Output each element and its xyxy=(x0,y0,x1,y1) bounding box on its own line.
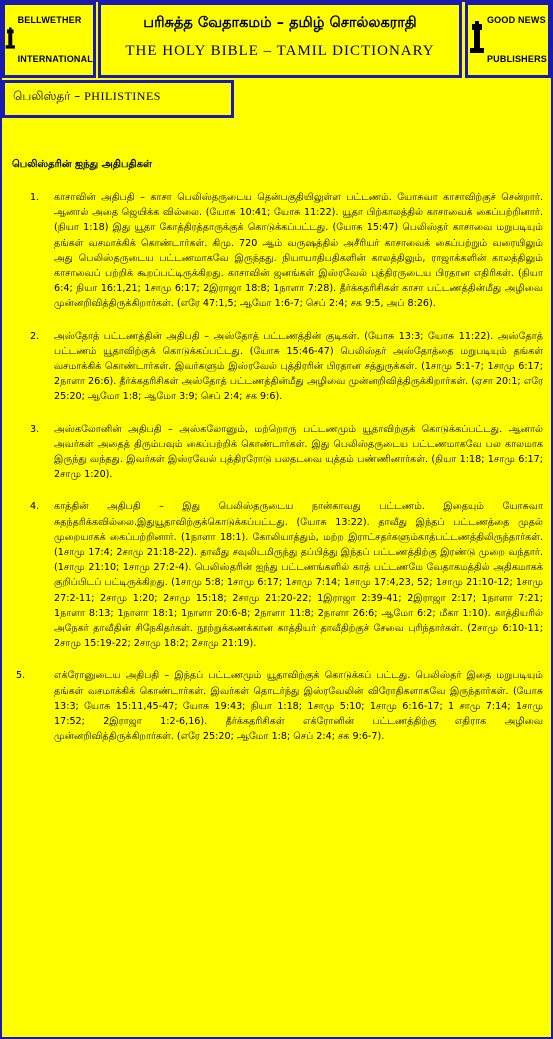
good-news-logo xyxy=(465,2,551,78)
entry-text: காத்தின் அதிபதி – இது பெலிஸ்தருடைய நான்காவது பட்டணம். இதையும் யோசுவா சுதந்தரிக்கவில்லை.இதுயூதாவிற்குக்கொடுக்கப்பட்டது. (யோசு 13:22). தாவீது இந்தப் பட்டணத்தை முதல் முறையாகக் கைப்பற்றினார். (1நாளா 18:1). கோலியாத்தும், மற்ற இராட்சதர்களும்காத்பட்டணத்திலிருந்தார்கள். (1சாமு 17:4; 2சாமு 21:18-22). தாவீது சவுலிடமிருந்து தப்பித்து இந்தப் பட்டணத்திற்கு இரண்டு முறை வந்தார். (1சாமு 21:10; 1சாமு 27:2-4). பெலிஸ்தரின் ஐந்து பட்டணங்களில் காத் பட்டணமே வேதாகமத்தில் அதிகமாகக் குறிப்பிடப் பட்டிருக்கிறது. (1சாமு 5:8; 1சாமு 6:17; 1சாமு 7:14; 1சாமு 17:4,23, 52; 1சாமு 21:10-12; 1சாமு 27:2-11; 2சாமு 1:20; 2சாமு 15:18; 2சாமு 21:20-22; 1இராஜா 2:39-41; 2இராஜா 2:17; 1நாளா 7:21; 1நாளா 8:13; 1நாளா 18:1; 1நாளா 20:6-8; 2நாளா 11:8; 2நாளா 26:6; ஆமோ 6:2; மீகா 1:10). காத்தியரில் அநேகர் தாவீதின் சிநேகிதர்கள். நூற்றுக்கணக்கான காத்தியர் தாவீதிற்குச் சேவை புரிந்தார்கள். (2சாமு 6:10-11; 2சாமு 15:19-22; 2சாமு 18:2; 2சாமு 21:19). xyxy=(54,501,543,650)
subject-tamil: பெலிஸ்தர் xyxy=(13,89,71,103)
entry-number: 4. xyxy=(30,501,40,513)
list-item xyxy=(0,422,553,483)
logo-line-1: GOOD NEWS xyxy=(486,15,546,25)
entry-text: அஸ்தோத் பட்டணத்தின் அதிபதி – அஸ்தோத் பட்டணத்தின் குடிகள். (யோசு 13:3; யோசு 11:22). அஸ்தோத் பட்டணம் யூதாவிற்குக் கொடுக்கப்பட்டது. (யோசு 15:46-47) பெலிஸ்தர் அஸ்தோத்தை மறுபடியும் தங்கள் வசமாக்கிக் கொண்டார்கள். இவர்களும் இஸ்ரவேல் புத்திரரின் பிரதான சத்துருக்கள். (1சாமு 5:1-7; 1சாமு 6:17; 2நாளா 26:6). தீர்க்கதரிசிகள் அஸ்தோத் பட்டணத்தின்மீது அழிவை முன்னறிவித்திருக்கிறார்கள். (ஏசா 20:1; எரே 25:20; ஆமோ 1:8; ஆமோ 3:9; செப் 2:4; சக 9:6). xyxy=(54,330,543,403)
title-tamil: பரிசுத்த வேதாகமம் – தமிழ் சொல்லகராதி xyxy=(143,15,417,31)
section-heading: பெலிஸ்தரின் ஐந்து அதிபதிகள் xyxy=(12,159,152,170)
crest-icon xyxy=(469,21,485,59)
crest-icon xyxy=(5,21,16,59)
title-banner xyxy=(98,2,462,78)
entry-text: எக்ரோனுடைய அதிபதி – இந்தப் பட்டணமும் யூதாவிற்குக் கொடுக்கப் பட்டது. பெலிஸ்தர் இதை மறுபடியும் தங்கள் வசமாக்கிக் கொண்டார்கள். இவர்கள் தொடர்ந்து இஸ்ரவேலின் விரோதிகளாகவே இருந்தார்கள். (யோசு 13:3; யோசு 15:11,45-47; யோசு 19:43; நியா 1:18; 1சாமு 5:10; 1சாமு 6:16-17; 1 சாமு 7:14; 1சாமு 17:52; 2இராஜா 1:2-6,16). தீர்க்கதரிசிகள் எக்ரோனின் பட்டணத்திற்கு எதிராக அழிவை முன்னறிவித்திருக்கிறார்கள். (எரே 25:20; ஆமோ 1:8; செப் 2:4; சக 9:6-7). xyxy=(54,670,543,743)
subject-box xyxy=(2,80,234,118)
entry-number: 2. xyxy=(30,330,40,342)
logo-line-1: BELLWETHER xyxy=(17,15,82,25)
title-english: THE HOLY BIBLE – TAMIL DICTIONARY xyxy=(125,43,435,59)
list-item xyxy=(0,329,553,405)
entry-list xyxy=(0,190,553,762)
logo-line-2: INTERNATIONAL xyxy=(17,54,93,64)
list-item xyxy=(0,499,553,651)
logo-line-2: PUBLISHERS xyxy=(486,54,547,64)
entry-number: 5. xyxy=(16,670,26,682)
subject-english: PHILISTINES xyxy=(84,89,161,103)
list-item xyxy=(0,190,553,312)
entry-text: காசாவின் அதிபதி – காசா பெலிஸ்தருடைய தென்பகுதியிலுள்ள பட்டணம். யோசுவா காசாவிற்குச் சென்றார். ஆனால் அதை ஜெயிக்க வில்லை. (யோசு 10:41; யோசு 11:22). யூதா பிற்காலத்தில் காசாவைக் கைப்பற்றினார். (நியா 1:18) இது யூதா கோத்திரத்தாருக்குக் கொடுக்கப்பட்டது. (யோசு 15:47) பெலிஸ்தர் காசாவை மறுபடியும் தங்கள் வசமாக்கிக் கொண்டார்கள். கிமு. 720 ஆம் வருஷத்தில் அசீரியர் காசாவைக் கைப்பற்றும் வரையிலும் அது பெலிஸ்தருடைய பட்டணமாகவே இருந்தது. நியாயாதிபதிகளின் காலத்திலும், ராஜாக்களின் காலத்திலும் காசாவைப் பற்றிக் கூறப்பட்டிருக்கிறது. காசாவின் ஜனங்கள் இஸ்ரவேல் புத்திரருடைய பிரதான எதிரிகள். (நியா 6:4; நியா 16:1,21; 1சாமு 6:17; 2இராஜா 18:8; 1நாளா 7:28). தீர்க்கதரிசிகள் காசா பட்டணத்தின்மீது அழிவை முன்னறிவித்திருக்கிறார்கள். (எரே 47:1,5; ஆமோ 1:6-7; செப் 2:4; சக 9:5, அப் 8:26). xyxy=(54,192,543,310)
list-item xyxy=(0,668,553,744)
bellwether-logo xyxy=(2,2,96,78)
entry-number: 3. xyxy=(30,423,40,435)
subject-separator: – xyxy=(74,89,81,103)
entry-text: அஸ்கலோனின் அதிபதி – அஸ்கலோனும், மற்றொரு பட்டணமும் யூதாவிற்குக் கொடுக்கப்பட்டது. ஆனால் அவர்கள் அதைத் திரும்பவும் கைப்பற்றிக் கொண்டார்கள். இது பெலிஸ்தருடைய பட்டணமாகவே பல காலமாக இருந்து வந்தது. இவர்கள் இஸ்ரவேல் புத்திரரோடு பலதடவை யுத்தம் பண்ணினார்கள். (நியா 1:18; 1சாமு 6:17; 2சாமு 1:20). xyxy=(54,423,543,481)
entry-number: 1. xyxy=(30,192,40,203)
